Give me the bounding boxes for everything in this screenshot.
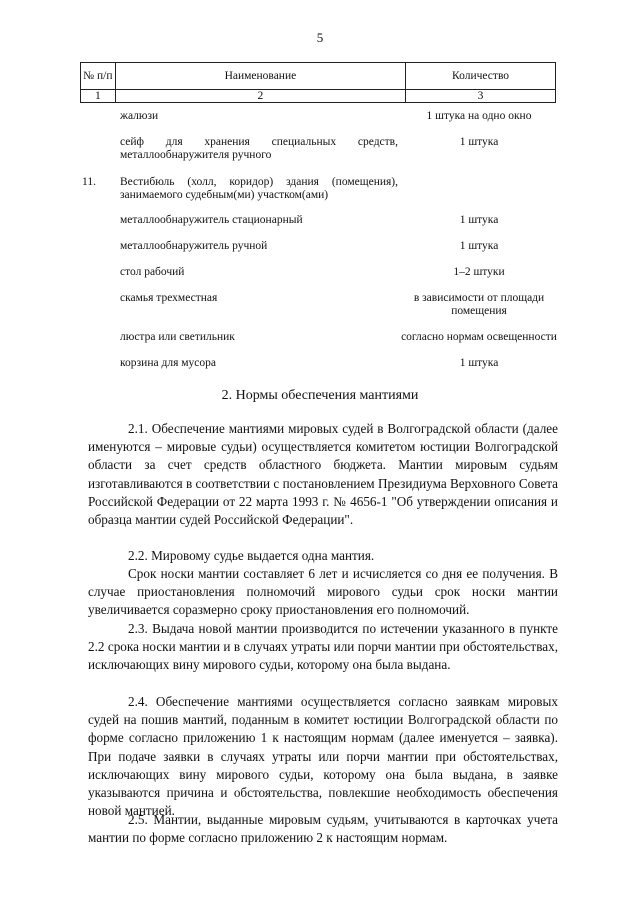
col-index-3: 3 — [406, 90, 556, 103]
col-qty-header: Количество — [406, 63, 556, 90]
row-name: сейф для хранения специальных средств, металлообнаружителя ручного — [120, 136, 398, 161]
row-name: стол рабочий — [120, 266, 185, 278]
col-index-2: 2 — [115, 90, 405, 103]
row-name: металлообнаружитель стационарный — [120, 214, 303, 226]
paragraph: 2.2. Мировому судье выдается одна мантия. — [128, 548, 375, 563]
row-name: люстра или светильник — [120, 331, 235, 343]
paragraph: 2.1. Обеспечение мантиями мировых судей в Волгоградской области (далее именуются – мировые судьи) осуществляется комитетом юстиции Волгоградской области за счет средств областного бюджета. Мантии мировым судьям изготавливаются в соответствии с постановлением Президиума Верховного Совета Российской Федерации от 22 марта 1993 г. № 4656-1 "Об утверждении описания и образца мантии судей Российской Федерации". — [88, 421, 558, 528]
table-header — [80, 62, 556, 103]
col-num-header: № п/п — [81, 63, 116, 90]
row-name: скамья трехместная — [120, 292, 218, 304]
paragraph: 2.4. Обеспечение мантиями осуществляется согласно заявкам мировых судей на пошив мантий, поданным в комитет юстиции Волгоградской области по форме согласно приложению 1 к настоящим нормам (далее именуется – заявка). При подаче заявки в случаях утраты или порчи мантии при обстоятельствах, исключающих вину мирового судьи, которому она была выдана, в заявке указываются причина и обстоятельства, повлекшие необходимость обеспечения новой мантией. — [88, 694, 558, 819]
row-qty: 1–2 штуки — [453, 266, 505, 278]
paragraph: 2.5. Мантии, выданные мировым судьям, учитываются в карточках учета мантии по форме согласно приложению 2 к настоящим нормам. — [88, 812, 558, 846]
row-qty: 1 штука на одно окно — [426, 110, 532, 122]
row-qty: 1 штука — [459, 136, 499, 148]
page-number: 5 — [316, 30, 324, 45]
row-name: Вестибюль (холл, коридор) здания (помещения), занимаемого судебным(ми) участком(ами) — [120, 176, 398, 201]
row-qty: 1 штука — [459, 214, 499, 226]
row-name: жалюзи — [120, 110, 159, 122]
row-name: корзина для мусора — [120, 357, 216, 369]
paragraph: 2.3. Выдача новой мантии производится по истечении указанного в пункте 2.2 срока носки мантии и в случаях утраты или порчи мантии при обстоятельствах, исключающих вину мирового судьи, которому она была выдана. — [88, 621, 558, 673]
row-qty: 1 штука — [459, 357, 499, 369]
col-index-1: 1 — [81, 90, 116, 103]
section-title: 2. Нормы обеспечения мантиями — [221, 388, 419, 403]
paragraph: Срок носки мантии составляет 6 лет и исчисляется со дня ее получения. В случае приостановления полномочий мирового судьи срок носки мантии увеличивается соразмерно сроку приостановления его полномочий. — [88, 566, 558, 618]
row-number: 11. — [82, 176, 96, 188]
row-name: металлообнаружитель ручной — [120, 240, 268, 252]
row-qty: 1 штука — [459, 240, 499, 252]
row-qty: согласно нормам освещенности — [401, 331, 557, 343]
row-qty: в зависимости от площади помещения — [413, 292, 545, 317]
col-name-header: Наименование — [115, 63, 405, 90]
